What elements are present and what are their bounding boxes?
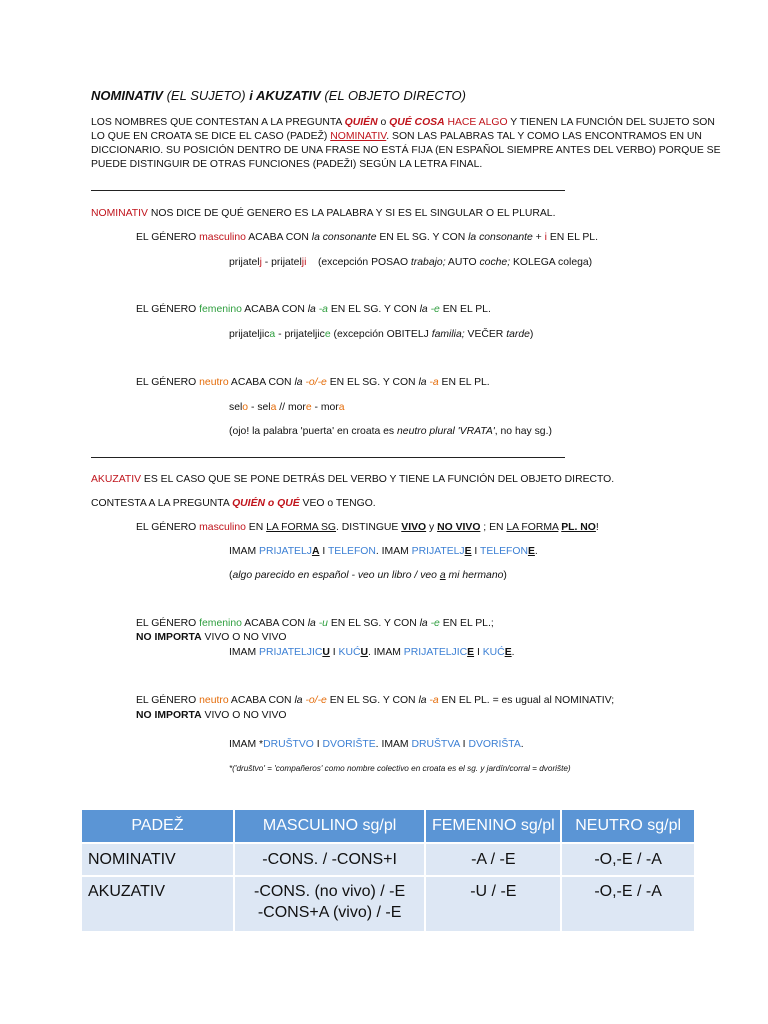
text: EN EL SG. Y CON [326, 695, 419, 706]
ak-neutro-rule [136, 694, 614, 707]
text: EN EL SG. Y CON [326, 377, 419, 388]
ak-masculino-note [229, 569, 507, 582]
row-label-akuzativ: AKUZATIV [82, 876, 234, 931]
text: algo parecido en español - veo un libro / veo [232, 570, 440, 581]
word: KUĆ [482, 647, 505, 658]
ending: e [305, 402, 312, 413]
text: VEČER [464, 329, 507, 340]
title-nominativ-paren: (EL SUJETO) [162, 88, 250, 103]
intro-text: LOS NOMBRES QUE CONTESTAN A LA PREGUNTA [91, 117, 345, 128]
padez-summary-table [82, 810, 696, 931]
text: LA FORMA [506, 522, 559, 533]
text: ) [503, 570, 507, 581]
word: PRIJATELJIC [403, 647, 468, 658]
intro-line-3: DICCIONARIO. SU POSICIÓN DENTRO DE UNA FRASE NO ESTÁ FIJA (EN ESPAÑOL SIEMPRE ANTES DEL VERBO) PORQUE SE [91, 145, 721, 156]
intro-que-cosa: QUÉ COSA [389, 117, 445, 128]
word: PRIJATELJ [259, 546, 312, 557]
text: ACABA CON [241, 304, 308, 315]
text: I [329, 647, 339, 658]
word: TELEFON [327, 546, 376, 557]
ending: E [464, 546, 472, 557]
nominativ-label: NOMINATIV [91, 208, 148, 219]
text: mi hermano [445, 570, 504, 581]
intro-o: o [377, 117, 390, 128]
text: trabajo; [410, 257, 446, 268]
text: EL GÉNERO [136, 304, 200, 315]
nom-femenino-example [229, 328, 533, 341]
text: NO VIVO [437, 522, 481, 533]
ak-neutro-footnote: *('društvo' = 'compañeros' como nombre colectivo en croata es el sg. y jardín/corral = dvorište) [229, 764, 571, 773]
text: (excepción OBITELJ [330, 329, 432, 340]
text: tarde [506, 329, 530, 340]
text: IMAM * [229, 739, 264, 750]
intro-text: . SON LAS PALABRAS TAL Y COMO LAS ENCONTRAMOS EN UN [386, 131, 702, 142]
word: DRUŠTVA [411, 739, 460, 750]
text: . IMAM [375, 546, 412, 557]
text: EL GÉNERO [136, 695, 200, 706]
ending: -o/-e [305, 695, 327, 706]
gender-femenino: femenino [199, 304, 242, 315]
word: mor [287, 402, 306, 413]
word: DRUŠTVO [263, 739, 314, 750]
text: familia; [431, 329, 465, 340]
text: I [319, 546, 328, 557]
ending: U [360, 647, 368, 658]
word: TELEFON [480, 546, 528, 557]
nom-neutro-note [229, 425, 552, 438]
text: - [275, 329, 285, 340]
header-neutro: NEUTRO sg/pl [561, 810, 695, 843]
word: prijatel [229, 257, 260, 268]
text: la [419, 304, 431, 315]
text: - [248, 402, 258, 413]
text: . DISTINGUE [336, 522, 402, 533]
table-header-row [82, 810, 695, 843]
page-title [91, 89, 466, 102]
text: ACABA CON [228, 695, 295, 706]
text: - [311, 402, 321, 413]
text: NO IMPORTA [136, 710, 202, 721]
ending: a [270, 402, 277, 413]
ending: -a [429, 695, 439, 706]
header-padez: PADEŽ [82, 810, 234, 843]
intro-text: Y TIENEN LA FUNCIÓN DEL SUJETO SON [507, 117, 715, 128]
cell-ak-masculino-line-1: -CONS. (no vivo) / -E [254, 883, 406, 900]
intro-hace-algo: HACE ALGO [444, 117, 508, 128]
row-label-nominativ: NOMINATIV [82, 843, 234, 876]
text: EN EL SG. Y CON [327, 618, 420, 629]
text: KOLEGA colega) [510, 257, 593, 268]
title-akuzativ-paren: (EL OBJETO DIRECTO) [320, 88, 466, 103]
word: mor [320, 402, 339, 413]
text: . [534, 546, 538, 557]
text: coche; [479, 257, 511, 268]
text: LA FORMA SG [266, 522, 337, 533]
text: ACABA CON [228, 377, 295, 388]
cell-ak-masculino [234, 876, 426, 931]
intro-text: LO QUE EN CROATA SE DICE EL CASO (PADEŽ) [91, 131, 331, 142]
text: I [313, 739, 323, 750]
text: EN EL PL.; [439, 618, 494, 629]
ending: -e [430, 618, 440, 629]
text: . IMAM [368, 647, 404, 658]
text: EN EL PL. [439, 304, 491, 315]
divider [91, 190, 565, 191]
text: CONTESTA A LA PREGUNTA [91, 498, 233, 509]
text: VEO o TENGO. [299, 498, 376, 509]
question-words: QUIÉN o QUÉ [232, 498, 300, 509]
akuzativ-question [91, 497, 376, 510]
text: NO IMPORTA [136, 632, 202, 643]
text: EN [245, 522, 267, 533]
nom-masculino-example [229, 256, 592, 269]
nom-masculino-rule [136, 231, 598, 244]
text: (excepción POSAO [306, 257, 411, 268]
akuzativ-desc: ES EL CASO QUE SE PONE DETRÁS DEL VERBO Y TIENE LA FUNCIÓN DEL OBJETO DIRECTO. [141, 474, 615, 485]
cell-nom-masculino: -CONS. / -CONS+I [234, 843, 426, 876]
table-row [82, 876, 695, 931]
text: la [307, 618, 319, 629]
text: la consonante [311, 232, 377, 243]
text: EL GÉNERO [136, 618, 200, 629]
word: sel [257, 402, 271, 413]
akuzativ-label: AKUZATIV [91, 474, 142, 485]
gender-neutro: neutro [199, 695, 229, 706]
text: y [426, 522, 438, 533]
ending: E [527, 546, 535, 557]
word: KUĆ [338, 647, 361, 658]
intro-line-2 [91, 130, 702, 143]
ending: a [269, 329, 276, 340]
ak-femenino-rule [136, 617, 494, 630]
text: I [474, 647, 483, 658]
word: sel [229, 402, 243, 413]
divider [91, 457, 565, 458]
ending: ji [301, 257, 307, 268]
text: la consonante [468, 232, 533, 243]
text: , no hay sg.) [494, 426, 552, 437]
text: PL. NO [561, 522, 596, 533]
text: la [418, 695, 430, 706]
text: ; EN [480, 522, 507, 533]
ending: -a [429, 377, 439, 388]
cell-nom-neutro: -O,-E / -A [561, 843, 695, 876]
ak-masculino-example [229, 545, 538, 558]
text: EN EL SG. Y CON [376, 232, 469, 243]
text: a [439, 570, 446, 581]
ending: E [504, 647, 512, 658]
ending: -a [318, 304, 328, 315]
word: prijateljic [284, 329, 325, 340]
text: ACABA CON [241, 618, 308, 629]
text: ( [229, 570, 233, 581]
ending: -o/-e [305, 377, 327, 388]
word: PRIJATELJ [411, 546, 465, 557]
text: EL GÉNERO [136, 232, 200, 243]
gender-masculino: masculino [199, 232, 246, 243]
text: VIVO O NO VIVO [201, 632, 287, 643]
text: EN EL PL. [438, 377, 490, 388]
gender-femenino: femenino [199, 618, 242, 629]
text: VIVO [401, 522, 427, 533]
intro-line-1 [91, 116, 715, 129]
nom-neutro-example [229, 401, 345, 414]
text: EN EL PL. [546, 232, 598, 243]
text: AUTO [445, 257, 480, 268]
ak-femenino-example [229, 646, 515, 659]
intro-quien: QUIÉN [344, 117, 378, 128]
cell-nom-femenino: -A / -E [425, 843, 561, 876]
cell-ak-masculino-line-2: -CONS+A (vivo) / -E [257, 904, 402, 921]
ending: A [311, 546, 320, 557]
text: I [471, 546, 481, 557]
ak-femenino-no-importa [136, 631, 287, 644]
title-nominativ: NOMINATIV [91, 88, 163, 103]
ak-neutro-example [229, 738, 524, 751]
ending: U [322, 647, 330, 658]
intro-line-4: PUEDE DISTINGUIR DE OTRAS FUNCIONES (PADEŽI) SEGÚN LA LETRA FINAL. [91, 159, 483, 170]
ending: i [544, 232, 547, 243]
cell-ak-femenino: -U / -E [425, 876, 561, 931]
text: ACABA CON [245, 232, 312, 243]
text: EN EL SG. Y CON [327, 304, 420, 315]
word: DVORIŠTE [322, 739, 376, 750]
text: la [307, 304, 319, 315]
text: EL GÉNERO [136, 377, 200, 388]
header-femenino: FEMENINO sg/pl [425, 810, 561, 843]
text: - [261, 257, 272, 268]
text: EL GÉNERO [136, 522, 200, 533]
ending: a [338, 402, 345, 413]
ak-neutro-no-importa [136, 709, 287, 722]
ending: o [242, 402, 249, 413]
header-masculino: MASCULINO sg/pl [234, 810, 426, 843]
text: IMAM [229, 647, 260, 658]
nom-femenino-rule [136, 303, 491, 316]
text: ) [529, 329, 534, 340]
word: prijateljic [229, 329, 270, 340]
nom-neutro-rule [136, 376, 490, 389]
word: DVORIŠTA [468, 739, 521, 750]
text: EN EL PL. = es ugual al NOMINATIV; [438, 695, 615, 706]
text: . [520, 739, 524, 750]
table-row [82, 843, 695, 876]
gender-neutro: neutro [199, 377, 229, 388]
intro-nominativ-link: NOMINATIV [330, 131, 387, 142]
text: . IMAM [375, 739, 412, 750]
text: + [532, 232, 545, 243]
ending: E [467, 647, 475, 658]
text: la [419, 618, 431, 629]
text: (ojo! la palabra 'puerta' en croata es [229, 426, 398, 437]
ending: j [259, 257, 262, 268]
text: la [294, 695, 306, 706]
title-akuzativ: AKUZATIV [252, 88, 321, 103]
nominativ-desc: NOS DICE DE QUÉ GENERO ES LA PALABRA Y SI ES EL SINGULAR O EL PLURAL. [147, 208, 556, 219]
text: la [294, 377, 306, 388]
text: . [511, 647, 515, 658]
word: prijatel [271, 257, 302, 268]
akuzativ-heading [91, 473, 614, 486]
ending: e [324, 329, 331, 340]
text: VIVO O NO VIVO [201, 710, 287, 721]
ak-masculino-rule [136, 521, 599, 534]
word: PRIJATELJIC [259, 647, 323, 658]
text: IMAM [229, 546, 260, 557]
text: la [418, 377, 430, 388]
text: I [459, 739, 469, 750]
text: // [276, 402, 288, 413]
ending: -e [430, 304, 440, 315]
title-conjunction: i [249, 88, 253, 103]
text: ! [595, 522, 599, 533]
cell-ak-neutro: -O,-E / -A [561, 876, 695, 931]
gender-masculino: masculino [199, 522, 246, 533]
text: neutro plural 'VRATA' [397, 426, 495, 437]
ending: -u [318, 618, 328, 629]
nominativ-heading [91, 207, 555, 220]
